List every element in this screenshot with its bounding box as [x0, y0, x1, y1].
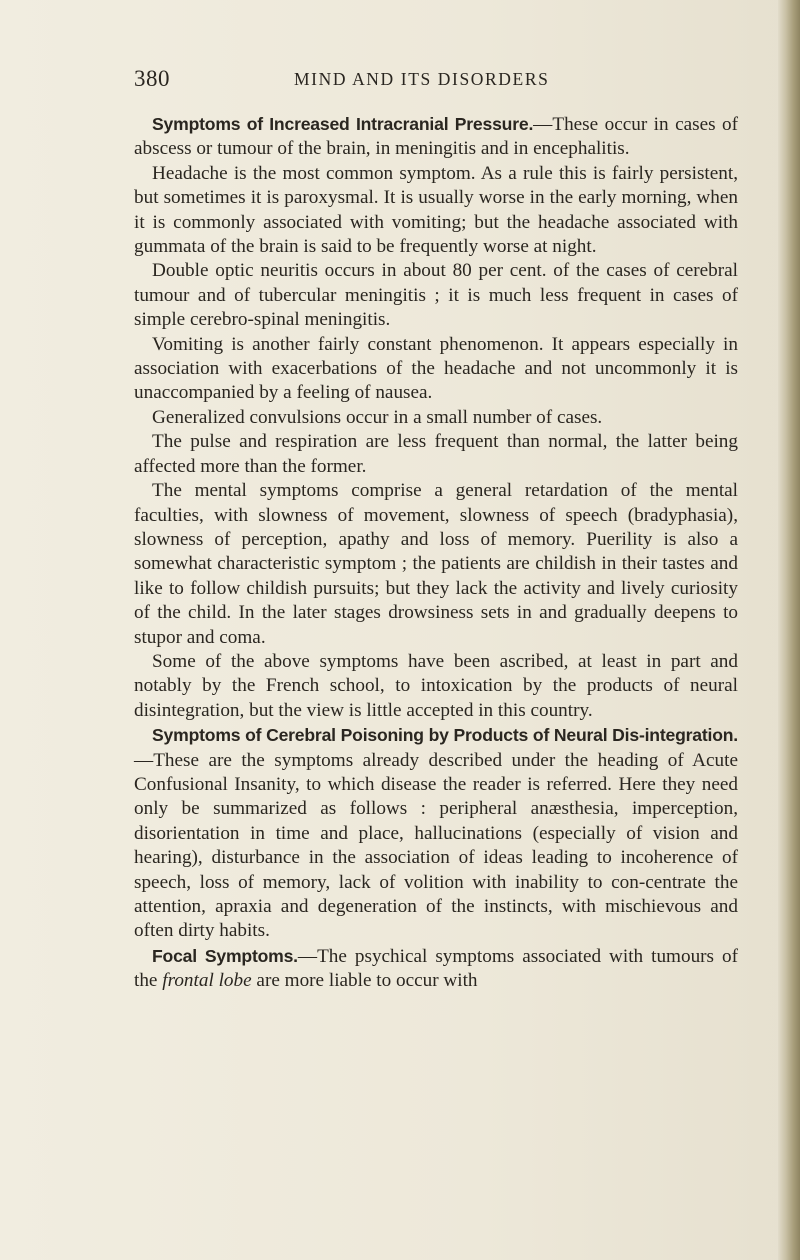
paragraph-text: —These occur in cases of abscess or tumour of the brain, in meningitis and in encephalitis.	[134, 114, 738, 160]
italic-term: frontal lobe	[162, 970, 252, 992]
paragraph-intracranial-pressure	[134, 112, 738, 162]
paragraph-cerebral-poisoning	[134, 723, 738, 944]
page-number: 380	[134, 66, 170, 91]
running-head: MIND AND ITS DISORDERS	[294, 69, 550, 89]
paragraph-pulse: The pulse and respiration are less frequent than normal, the latter being affected more than the former.	[134, 431, 738, 477]
section-heading-cerebral-poisoning: Symptoms of Cerebral Poisoning by Products of Neural Dis-integration.	[152, 725, 738, 746]
paragraph-text: —These are the symptoms already described under the heading of Acute Confusional Insanity, to which disease the reader is referred. Here they need only be summarized as follows : peripheral anæsthesia, imperception, disorientation in time and place, hallucinations (especially of vision and hearing), disturbance in the association of ideas leading to incoherence of speech, loss of memory, lack of volition with inability to con-centrate the attention, apraxia and degeneration of the instincts, with mischievous and often dirty habits.	[134, 749, 738, 942]
paragraph-focal-symptoms	[134, 944, 738, 994]
paragraph-convulsions: Generalized convulsions occur in a small number of cases.	[152, 406, 603, 428]
page-header	[134, 66, 734, 96]
paragraph-optic-neuritis: Double optic neuritis occurs in about 80 per cent. of the cases of cerebral tumour and of tubercular meningitis ; it is much less frequent in cases of simple cerebro-spinal meningitis.	[134, 260, 738, 331]
paragraph-headache: Headache is the most common symptom. As a rule this is fairly persistent, but sometimes it is paroxysmal. It is usually worse in the early morning, when it is commonly associated with vomiting; but the headache associated with gummata of the brain is said to be frequently worse at night.	[134, 162, 738, 258]
paragraph-text: are more liable to occur with	[251, 970, 478, 992]
paragraph-vomiting: Vomiting is another fairly constant phenomenon. It appears especially in association with exacerbations of the headache and not uncommonly it is unaccompanied by a feeling of nausea.	[134, 333, 738, 404]
paragraph-mental-symptoms: The mental symptoms comprise a general retardation of the mental faculties, with slowness of movement, slowness of speech (bradyphasia), slowness of perception, apathy and loss of memory. Puerility is also a somewhat characteristic symptom ; the patients are childish in their tastes and like to follow childish pursuits; but they lack the activity and lively curiosity of the child. In the later stages drowsiness sets in and gradually deepens to stupor and coma.	[134, 480, 738, 648]
paragraph-french-school: Some of the above symptoms have been ascribed, at least in part and notably by the French school, to intoxication by the products of neural disintegration, but the view is little accepted in this country.	[134, 650, 738, 721]
page-edge-shadow	[778, 0, 800, 1260]
section-heading-intracranial-pressure: Symptoms of Increased Intracranial Pressure.	[152, 114, 534, 134]
section-heading-focal-symptoms: Focal Symptoms.	[152, 945, 298, 966]
body-text	[134, 112, 738, 994]
paragraph-text: —The psychical symptoms associated with tumours of the	[134, 945, 738, 992]
